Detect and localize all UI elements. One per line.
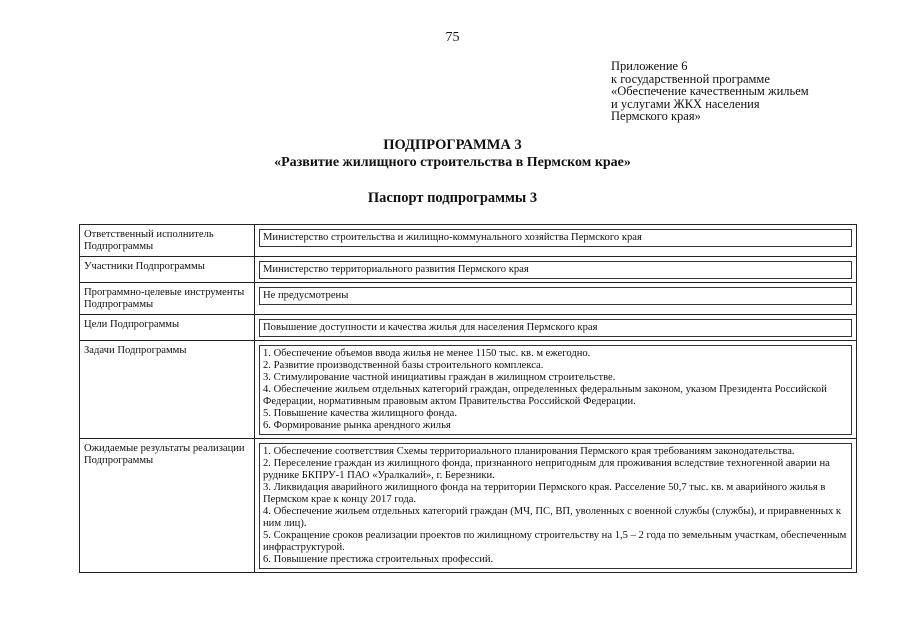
page-number: 75: [445, 30, 460, 45]
value-item: 3. Стимулирование частной инициативы граждан в жилищном строительстве.: [263, 372, 616, 383]
value-item: Министерство территориального развития Пермского края: [263, 264, 529, 275]
row-label: Цели Подпрограммы: [80, 315, 255, 341]
value-box: [259, 229, 852, 247]
row-value: [255, 257, 857, 283]
value-item: 6. Повышение престижа строительных профессий.: [263, 554, 494, 565]
value-item: 1. Обеспечение соответствия Схемы территориального планирования Пермского края требованиям законодательства.: [263, 446, 795, 457]
value-item: 4. Обеспечение жильем отдельных категорий граждан, определенных федеральным законом, указом Президента Российской Федерации, нормативным правовым актом Правительства Российской Федерации.: [263, 384, 827, 407]
table-row: [80, 341, 857, 439]
value-item: 2. Развитие производственной базы строительного комплекса.: [263, 360, 544, 371]
value-item: 1. Обеспечение объемов ввода жилья не менее 1150 тыс. кв. м ежегодно.: [263, 348, 591, 359]
row-value: [255, 283, 857, 315]
row-label: Задачи Подпрограммы: [80, 341, 255, 439]
row-label: Ожидаемые результаты реализации Подпрограммы: [80, 439, 255, 573]
appendix-line: Пермского края»: [611, 109, 701, 123]
subprogram-name: «Развитие жилищного строительства в Пермском крае»: [274, 155, 631, 170]
table-row: [80, 315, 857, 341]
row-label: Ответственный исполнитель Подпрограммы: [80, 225, 255, 257]
value-item: 4. Обеспечение жильем отдельных категорий граждан (МЧ, ПС, ВП, уволенных с военной службы (службы), и приравненных к ним лиц).: [263, 506, 842, 529]
appendix-line: «Обеспечение качественным жильем: [611, 84, 809, 98]
value-item: 6. Формирование рынка арендного жилья: [263, 420, 451, 431]
value-item: Не предусмотрены: [263, 290, 349, 301]
value-item: 3. Ликвидация аварийного жилищного фонда на территории Пермского края. Расселение 50,7 тыс. кв. м аварийного жилья в Пермском крае к концу 2017 года.: [263, 482, 826, 505]
table-row: [80, 283, 857, 315]
row-value: [255, 341, 857, 439]
appendix-line: к государственной программе: [611, 71, 770, 86]
passport-table: [79, 224, 857, 573]
appendix-note: [611, 60, 871, 123]
passport-title: Паспорт подпрограммы 3: [367, 190, 538, 206]
appendix-line: и услугами ЖКХ населения: [611, 96, 760, 111]
table-row: [80, 257, 857, 283]
value-box: [259, 261, 852, 279]
value-item: Министерство строительства и жилищно-коммунального хозяйства Пермского края: [263, 232, 642, 243]
value-item: 5. Повышение качества жилищного фонда.: [263, 408, 457, 419]
value-box: [259, 443, 852, 569]
table-row: [80, 439, 857, 573]
value-item: 2. Переселение граждан из жилищного фонда, признанного непригодным для проживания вследствие техногенной аварии на руднике БКПРУ-1 ПАО «Уралкалий», г. Березники.: [263, 458, 830, 481]
table-row: [80, 225, 857, 257]
value-item: Повышение доступности и качества жилья для населения Пермского края: [263, 322, 598, 333]
value-box: [259, 345, 852, 435]
value-box: [259, 319, 852, 337]
subprogram-title: ПОДПРОГРАММА 3: [383, 137, 522, 153]
value-item: 5. Сокращение сроков реализации проектов по жилищному строительству на 1,5 – 2 года по земельным участкам, обеспеченным инфраструктурой.: [263, 530, 847, 553]
row-value: [255, 315, 857, 341]
appendix-line: Приложение 6: [611, 59, 688, 73]
row-label: Участники Подпрограммы: [80, 257, 255, 283]
value-box: [259, 287, 852, 305]
row-value: [255, 439, 857, 573]
row-value: [255, 225, 857, 257]
row-label: Программно-целевые инструменты Подпрограммы: [80, 283, 255, 315]
